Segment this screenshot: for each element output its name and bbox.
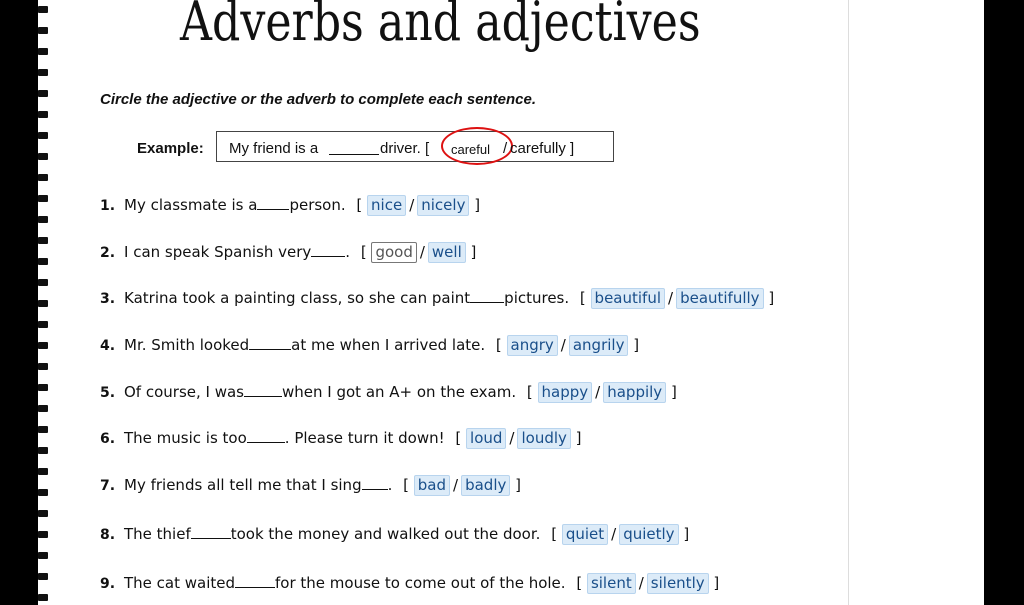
option-adverb[interactable]: quietly xyxy=(619,524,678,545)
option-adverb[interactable]: beautifully xyxy=(676,288,764,309)
question-text-after: person. xyxy=(289,196,346,214)
question-text-after: . xyxy=(387,476,393,494)
option-separator: / xyxy=(419,243,425,261)
spiral-ring xyxy=(38,468,48,475)
spiral-ring xyxy=(38,552,48,559)
option-adjective[interactable]: beautiful xyxy=(591,288,665,309)
spiral-binding xyxy=(38,0,52,605)
question-text-after: when I got an A+ on the exam. xyxy=(282,383,517,401)
spiral-ring xyxy=(38,384,48,391)
question-number: 3. xyxy=(100,291,116,307)
question-row xyxy=(100,242,476,263)
question-text-after: . xyxy=(345,243,351,261)
question-row xyxy=(100,573,719,594)
question-text-before: Katrina took a painting class, so she can paint xyxy=(124,289,471,307)
example-option-careful: careful xyxy=(451,142,491,157)
options-group: [ nice / nicely ] xyxy=(351,196,481,214)
spiral-ring xyxy=(38,531,48,538)
option-adverb[interactable]: silently xyxy=(647,573,709,594)
spiral-ring xyxy=(38,174,48,181)
question-text-before: My friends all tell me that I sing xyxy=(124,476,362,494)
question-row xyxy=(100,382,677,403)
spiral-ring xyxy=(38,321,48,328)
example-after: driver. [ xyxy=(380,140,430,157)
option-adjective[interactable]: angry xyxy=(507,335,558,356)
example-before: My friend is a xyxy=(229,140,319,157)
question-number: 6. xyxy=(100,431,116,447)
question-text-after: for the mouse to come out of the hole. xyxy=(275,574,566,592)
option-separator: / xyxy=(560,336,566,354)
spiral-ring xyxy=(38,6,48,13)
option-adverb[interactable]: loudly xyxy=(517,428,570,449)
options-group: [ beautiful / beautifully ] xyxy=(575,289,775,307)
answer-blank xyxy=(247,430,285,443)
paper-edge xyxy=(848,0,849,605)
spiral-ring xyxy=(38,132,48,139)
option-adjective[interactable]: good xyxy=(371,242,416,263)
option-adjective[interactable]: bad xyxy=(414,475,450,496)
answer-blank xyxy=(362,477,388,490)
example-option-carefully: carefully ] xyxy=(510,140,575,157)
answer-blank xyxy=(249,337,291,350)
question-number: 4. xyxy=(100,338,116,354)
spiral-ring xyxy=(38,447,48,454)
answer-blank xyxy=(191,526,231,539)
spiral-ring xyxy=(38,237,48,244)
right-dark-border xyxy=(984,0,1024,605)
spiral-ring xyxy=(38,279,48,286)
question-text-before: The music is too xyxy=(124,429,247,447)
spiral-ring xyxy=(38,594,48,601)
question-row xyxy=(100,475,521,496)
answer-blank xyxy=(244,384,282,397)
question-text-after: at me when I arrived late. xyxy=(291,336,486,354)
option-separator: / xyxy=(453,476,459,494)
spiral-ring xyxy=(38,573,48,580)
spiral-ring xyxy=(38,69,48,76)
spiral-ring xyxy=(38,153,48,160)
option-adjective[interactable]: happy xyxy=(538,382,593,403)
option-separator: / xyxy=(668,289,674,307)
spiral-ring xyxy=(38,216,48,223)
example-box xyxy=(216,131,614,162)
question-number: 8. xyxy=(100,527,116,543)
options-group: [ happy / happily ] xyxy=(522,383,677,401)
spiral-ring xyxy=(38,342,48,349)
question-text-after: . Please turn it down! xyxy=(284,429,445,447)
answer-blank xyxy=(235,575,275,588)
question-row xyxy=(100,335,639,356)
example-blank xyxy=(329,142,379,155)
worksheet-title: Adverbs and adjectives xyxy=(180,0,701,53)
option-separator: / xyxy=(611,525,617,543)
answer-blank xyxy=(470,290,504,303)
option-separator: / xyxy=(595,383,601,401)
question-row xyxy=(100,428,582,449)
instruction-text: Circle the adjective or the adverb to complete each sentence. xyxy=(100,91,536,108)
question-row xyxy=(100,524,689,545)
question-number: 5. xyxy=(100,385,116,401)
left-dark-border xyxy=(0,0,38,605)
options-group: [ good / well ] xyxy=(356,243,477,261)
question-number: 2. xyxy=(100,245,116,261)
spiral-ring xyxy=(38,195,48,202)
example-slash: / xyxy=(503,140,508,157)
spiral-ring xyxy=(38,90,48,97)
spiral-ring xyxy=(38,489,48,496)
option-adjective[interactable]: nice xyxy=(367,195,406,216)
question-number: 7. xyxy=(100,478,116,494)
spiral-ring xyxy=(38,405,48,412)
spiral-ring xyxy=(38,111,48,118)
spiral-ring xyxy=(38,27,48,34)
question-text-before: The thief xyxy=(124,525,191,543)
option-adverb[interactable]: angrily xyxy=(569,335,629,356)
answer-blank xyxy=(311,244,345,257)
option-adjective[interactable]: quiet xyxy=(562,524,608,545)
option-separator: / xyxy=(509,429,515,447)
question-text-before: The cat waited xyxy=(124,574,236,592)
question-text-before: Mr. Smith looked xyxy=(124,336,250,354)
question-text-before: My classmate is a xyxy=(124,196,258,214)
options-group: [ bad / badly ] xyxy=(398,476,521,494)
answer-blank xyxy=(257,197,289,210)
options-group: [ silent / silently ] xyxy=(571,574,720,592)
question-row xyxy=(100,288,774,309)
options-group: [ loud / loudly ] xyxy=(450,429,582,447)
question-text-before: I can speak Spanish very xyxy=(124,243,312,261)
spiral-ring xyxy=(38,426,48,433)
spiral-ring xyxy=(38,510,48,517)
question-text-after: took the money and walked out the door. xyxy=(230,525,541,543)
spiral-ring xyxy=(38,48,48,55)
example-label: Example: xyxy=(137,140,204,157)
question-number: 9. xyxy=(100,576,116,592)
question-text-before: Of course, I was xyxy=(124,383,244,401)
options-group: [ quiet / quietly ] xyxy=(546,525,690,543)
option-adverb[interactable]: badly xyxy=(461,475,510,496)
spiral-ring xyxy=(38,300,48,307)
option-separator: / xyxy=(638,574,644,592)
option-adjective[interactable]: loud xyxy=(466,428,506,449)
option-adverb[interactable]: happily xyxy=(603,382,666,403)
option-separator: / xyxy=(409,196,415,214)
question-text-after: pictures. xyxy=(504,289,570,307)
question-number: 1. xyxy=(100,198,116,214)
spiral-ring xyxy=(38,363,48,370)
option-adverb[interactable]: nicely xyxy=(417,195,469,216)
option-adverb[interactable]: well xyxy=(428,242,466,263)
question-row xyxy=(100,195,480,216)
spiral-ring xyxy=(38,258,48,265)
options-group: [ angry / angrily ] xyxy=(491,336,640,354)
option-adjective[interactable]: silent xyxy=(587,573,636,594)
